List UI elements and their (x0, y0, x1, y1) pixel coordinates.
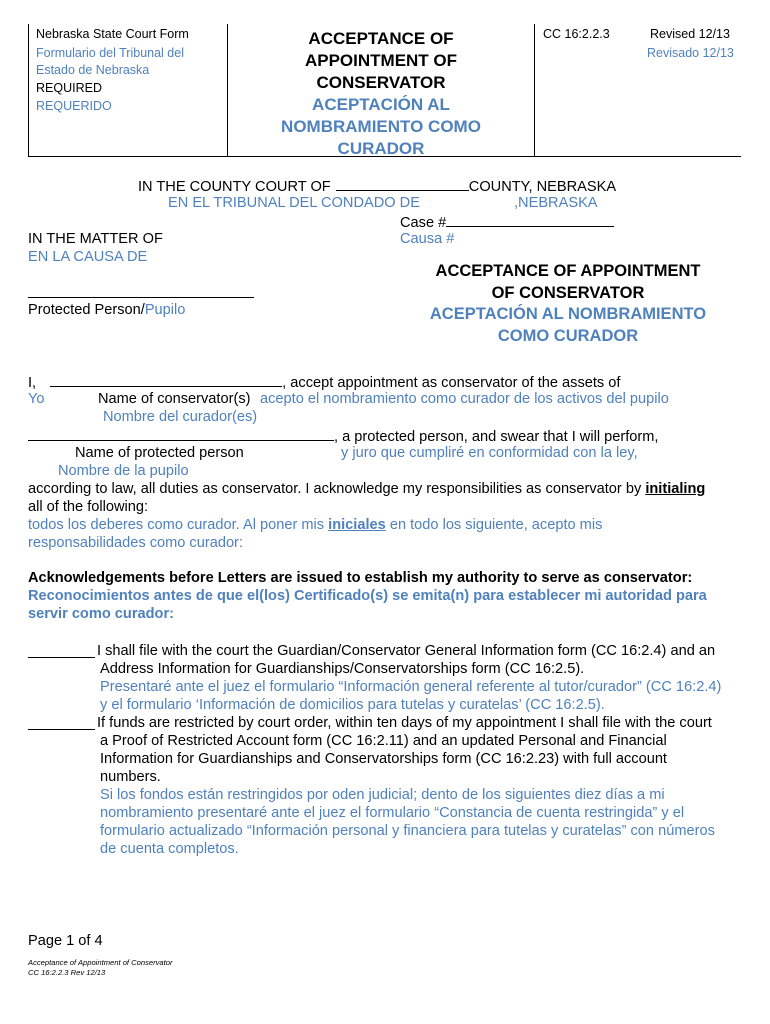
accept-text-es: acepto el nombramiento como curador de los activos del pupilo (260, 391, 669, 407)
item1-es-1: Presentaré ante el juez el formulario “Información general referente al tutor/curador” (CC 16:2.4) (100, 679, 722, 695)
form-source-en: Nebraska State Court Form (36, 27, 189, 41)
duties-en-a: according to law, all duties as conservator. I acknowledge my responsibilities as conservator by (28, 481, 642, 497)
footer-doc-rev: CC 16:2.2.3 Rev 12/13 (28, 968, 106, 977)
item2-es-2: nombramiento presentaré ante el juez el formulario “Constancia de cuenta restringida” y el (100, 805, 685, 821)
item1-es-2: y el formulario ‘Información de domicilios para tutelas y curatelas’ (CC 16:2.5). (100, 697, 605, 713)
form-title-es-2: NOMBRAMIENTO COMO (281, 117, 481, 136)
protected-person-label (28, 301, 185, 319)
protected-name-field[interactable] (28, 426, 334, 441)
duties-es-line-1 (28, 516, 602, 534)
case-number-line (400, 212, 614, 232)
name-conservator-label-es: Nombre del curador(es) (103, 409, 258, 425)
doc-title (398, 261, 738, 347)
form-number: CC 16:2.2.3 (543, 27, 610, 41)
swear-text-es: y juro que cumpliré en conformidad con la ley, (341, 445, 638, 461)
form-source-es (36, 45, 216, 79)
court-line-en-b: COUNTY, NEBRASKA (468, 179, 617, 195)
doc-title-es-1: ACEPTACIÓN AL NOMBRAMIENTO (429, 305, 707, 323)
duties-es-a: todos los deberes como curador. Al poner mis (28, 517, 325, 533)
county-name-field[interactable] (336, 176, 469, 191)
initialing-emphasis: initialing (645, 481, 706, 497)
item2-en-4: numbers. (100, 769, 161, 785)
name-protected-label-es: Nombre de la pupilo (58, 463, 189, 479)
protected-person-label-es: Pupilo (144, 302, 186, 318)
duties-es-line-2: responsabilidades como curador: (28, 535, 243, 551)
duties-en-line-1 (28, 480, 705, 498)
yo-label: Yo (28, 391, 45, 407)
court-line-es-b: ,NEBRASKA (514, 195, 598, 211)
item2-es-3: formulario actualizado “Información personal y financiera para tutelas y curatelas” con números (100, 823, 715, 839)
iniciales-emphasis: iniciales (328, 517, 386, 533)
conservator-line (28, 372, 620, 392)
doc-title-es-2: COMO CURADOR (497, 326, 639, 345)
doc-title-en-1: ACCEPTANCE OF APPOINTMENT (435, 262, 701, 280)
ack-heading-es-2: servir como curador: (28, 606, 174, 622)
revised-es: Revisado 12/13 (647, 46, 734, 60)
protected-person-label-en: Protected Person/ (28, 302, 145, 318)
header-divider-mid-right (534, 24, 535, 157)
form-title (228, 28, 534, 160)
matter-es: EN LA CAUSA DE (28, 249, 148, 265)
protected-person-field[interactable] (28, 297, 254, 298)
matter-en: IN THE MATTER OF (28, 231, 163, 247)
required-es: REQUERIDO (36, 99, 112, 113)
form-title-es-1: ACEPTACIÓN AL (312, 95, 450, 114)
case-label-es: Causa # (400, 231, 455, 247)
item2-es-4: de cuenta completos. (100, 841, 239, 857)
revised-en: Revised 12/13 (650, 27, 730, 41)
item1-en-2: Address Information for Guardianships/Conservatorships form (CC 16:2.5). (100, 661, 585, 677)
footer-doc-name: Acceptance of Appointment of Conservator (28, 958, 173, 967)
name-conservator-label-en: Name of conservator(s) (98, 391, 251, 407)
doc-title-en-2: OF CONSERVATOR (491, 283, 645, 302)
form-source-es-text: Formulario del Tribunal del Estado de Nebraska (36, 46, 184, 77)
item2-en-2: a Proof of Restricted Account form (CC 16:2.11) and an updated Personal and Financial (100, 733, 667, 749)
item1-en-1: I shall file with the court the Guardian/Conservator General Information form (CC 16:2.4) and an (97, 643, 716, 659)
court-line-en (138, 176, 616, 196)
form-title-en-2: APPOINTMENT OF (304, 51, 458, 70)
initial-field-2[interactable] (28, 729, 95, 730)
case-number-field[interactable] (446, 212, 614, 227)
initial-field-1[interactable] (28, 657, 95, 658)
court-line-es-a: EN EL TRIBUNAL DEL CONDADO DE (168, 195, 420, 211)
required-en: REQUIRED (36, 81, 102, 95)
court-line-en-a: IN THE COUNTY COURT OF (138, 179, 331, 195)
accept-text-en: , accept appointment as conservator of the assets of (282, 375, 621, 391)
item2-es-1: Si los fondos están restringidos por oden judicial; dento de los siguientes diez días a mi (100, 787, 665, 803)
duties-en-line-2: all of the following: (28, 499, 149, 515)
swear-text-en: , a protected person, and swear that I will perform, (334, 429, 659, 445)
ack-heading-es-1: Reconocimientos antes de que el(los) Certificado(s) se emita(n) para establecer mi autoridad para (28, 588, 707, 604)
form-title-en-1: ACCEPTANCE OF (308, 29, 454, 48)
header-divider-left (28, 24, 29, 157)
item2-en-3: Information for Guardianships and Conservatorships form (CC 16:2.23) with full account (100, 751, 667, 767)
form-title-es-3: CURADOR (337, 139, 425, 158)
ack-heading-en: Acknowledgements before Letters are issued to establish my authority to serve as conservator: (28, 570, 693, 586)
duties-es-b: en todo los siguiente, acepto mis (389, 517, 603, 533)
case-label-en: Case # (400, 215, 447, 231)
i-label: I, (28, 375, 37, 391)
item2-en-1: If funds are restricted by court order, within ten days of my appointment I shall file with the court (97, 715, 712, 731)
form-title-en-3: CONSERVATOR (316, 73, 446, 92)
name-protected-label-en: Name of protected person (75, 445, 244, 461)
conservator-name-field[interactable] (50, 372, 282, 387)
protected-line (28, 426, 658, 446)
page-number: Page 1 of 4 (28, 933, 103, 949)
